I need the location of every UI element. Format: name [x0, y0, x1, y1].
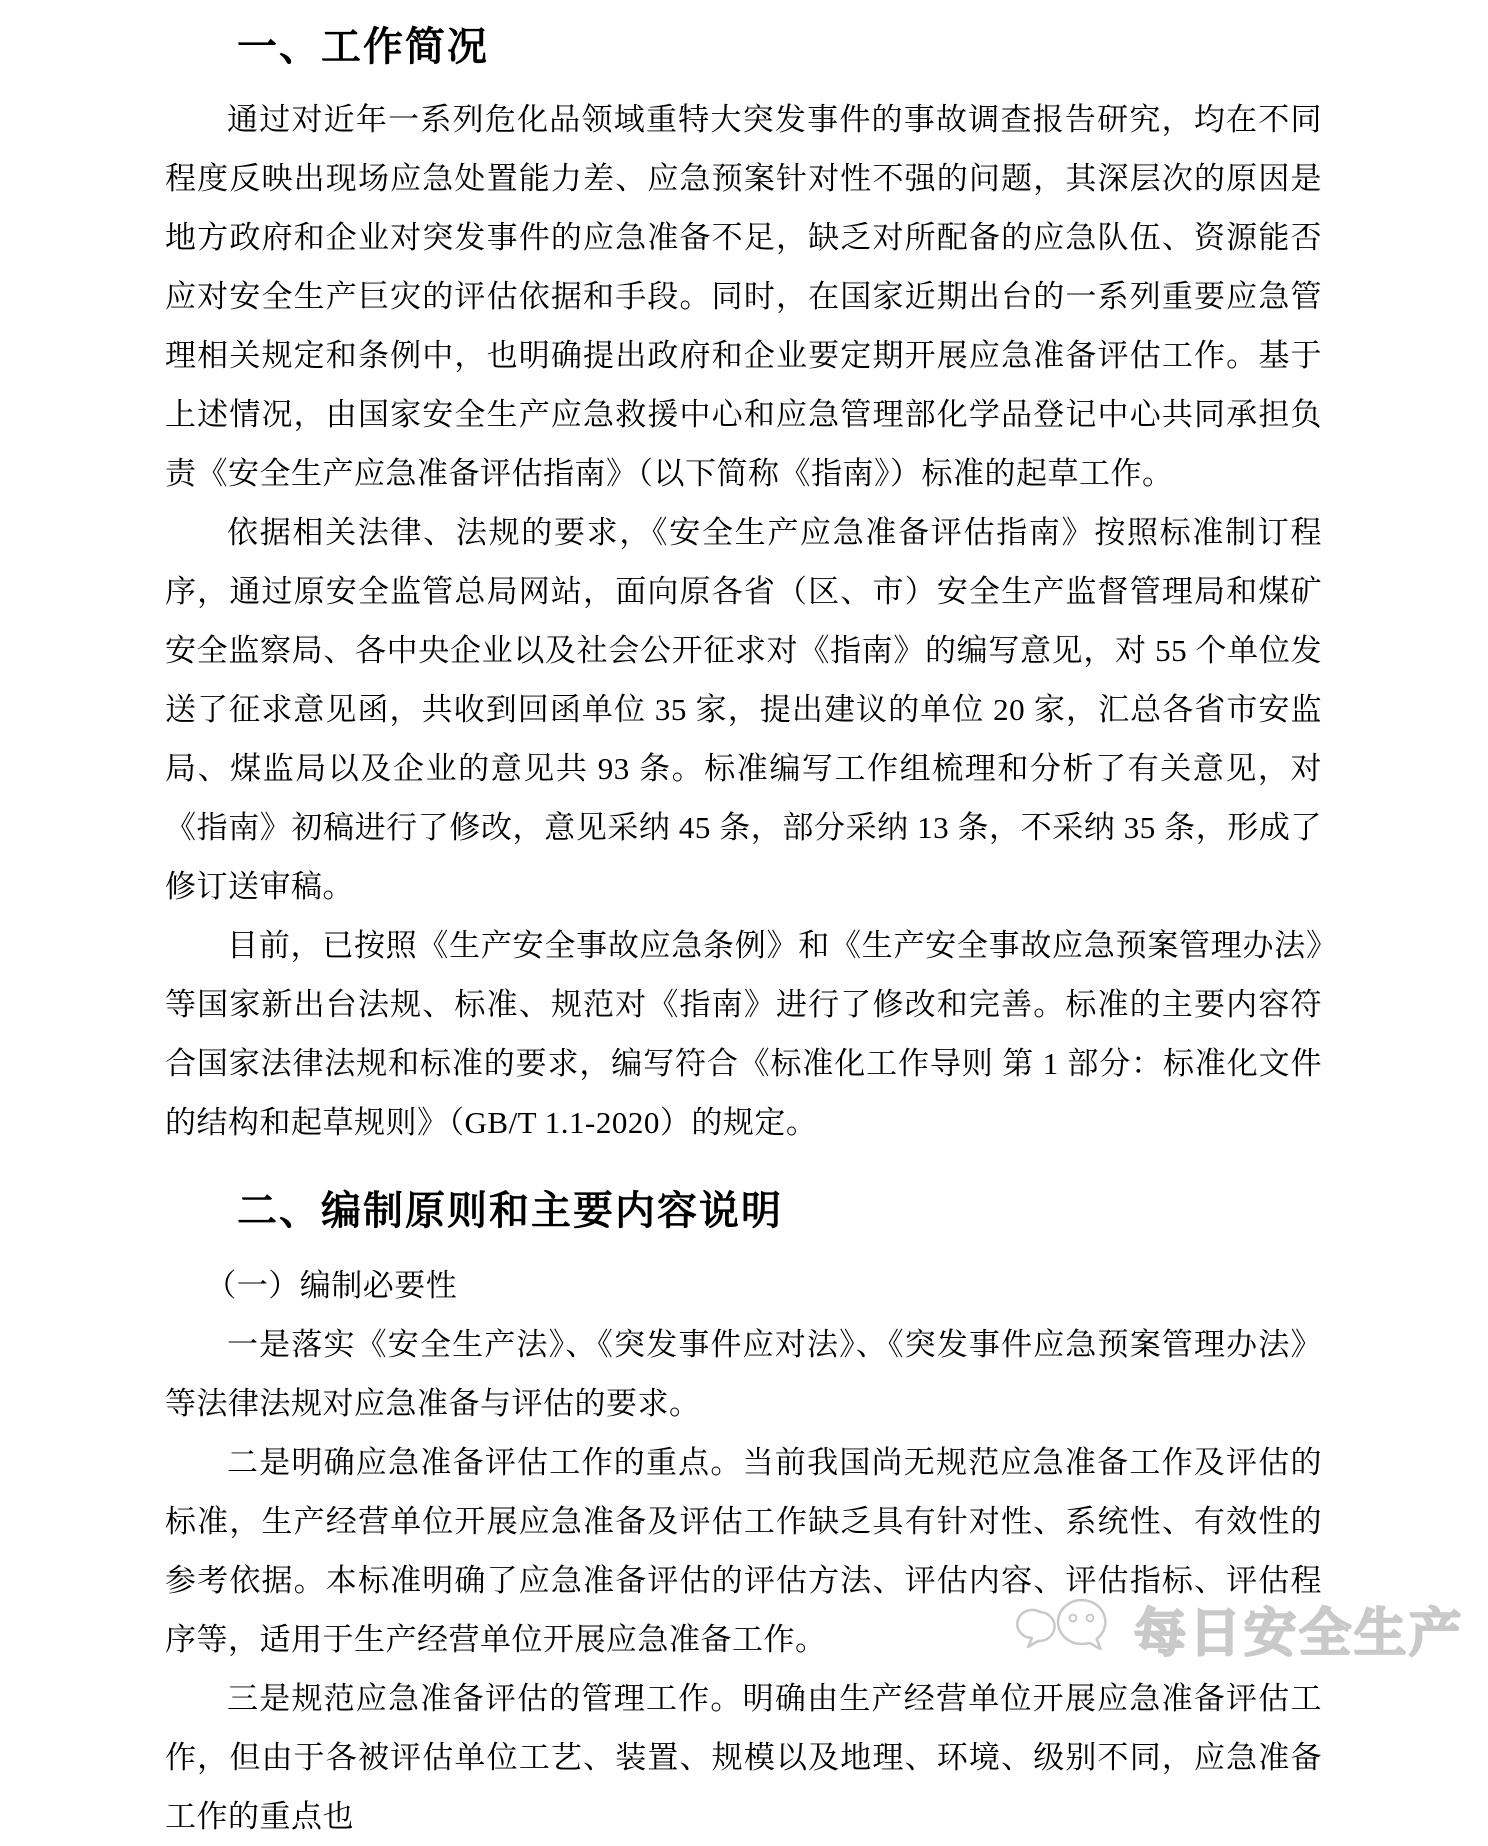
paragraph-comment-solicitation: 依据相关法律、法规的要求，《安全生产应急准备评估指南》按照标准制订程序，通过原安全监管总局网站，面向原各省（区、市）安全生产监督管理局和煤矿安全监察局、各中央企业以及社会公开征求对《指南》的编写意见，对 55 个单位发送了征求意见函，共收到回函单位 35 家，提出建议的单位 20 家，汇总各省市安监局、煤监局以及企业的意见共 93 条。标准编写工作组梳理和分析了有关意见，对《指南》初稿进行了修改，意见采纳 45 条，部分采纳 13 条，不采纳 35 条，形成了修订送审稿。 — [165, 515, 1322, 904]
paragraph-revision-status: 目前，已按照《生产安全事故应急条例》和《生产安全事故应急预案管理办法》等国家新出台法规、标准、规范对《指南》进行了修改和完善。标准的主要内容符合国家法律法规和标准的要求，编写符合《标准化工作导则 第 1 部分：标准化文件的结构和起草规则》（GB/T 1.1-2020）的规定。 — [165, 928, 1322, 1140]
section-heading-1: 一、工作简况 — [237, 25, 489, 69]
section-heading-2: 二、编制原则和主要内容说明 — [237, 1189, 783, 1233]
paragraph-work-overview-1: 通过对近年一系列危化品领域重特大突发事件的事故调查报告研究，均在不同程度反映出现场应急处置能力差、应急预案针对性不强的问题，其深层次的原因是地方政府和企业对突发事件的应急准备不足，缺乏对所配备的应急队伍、资源能否应对安全生产巨灾的评估依据和手段。同时，在国家近期出台的一系列重要应急管理相关规定和条例中，也明确提出政府和企业要定期开展应急准备评估工作。基于上述情况，由国家安全生产应急救援中心和应急管理部化学品登记中心共同承担负责《安全生产应急准备评估指南》（以下简称《指南》）标准的起草工作。 — [165, 102, 1322, 491]
paragraph-point-one: 一是落实《安全生产法》、《突发事件应对法》、《突发事件应急预案管理办法》等法律法规对应急准备与评估的要求。 — [165, 1327, 1322, 1421]
subsection-heading-necessity: （一）编制必要性 — [205, 1268, 458, 1303]
watermark-text: 每日安全生产 — [1133, 1605, 1464, 1663]
paragraph-point-three: 三是规范应急准备评估的管理工作。明确由生产经营单位开展应急准备评估工作，但由于各被评估单位工艺、装置、规模以及地理、环境、级别不同，应急准备工作的重点也 — [165, 1681, 1322, 1834]
paragraph-point-two: 二是明确应急准备评估工作的重点。当前我国尚无规范应急准备工作及评估的标准，生产经营单位开展应急准备及评估工作缺乏具有针对性、系统性、有效性的参考依据。本标准明确了应急准备评估的评估方法、评估内容、评估指标、评估程序等，适用于生产经营单位开展应急准备工作。 — [165, 1445, 1322, 1657]
